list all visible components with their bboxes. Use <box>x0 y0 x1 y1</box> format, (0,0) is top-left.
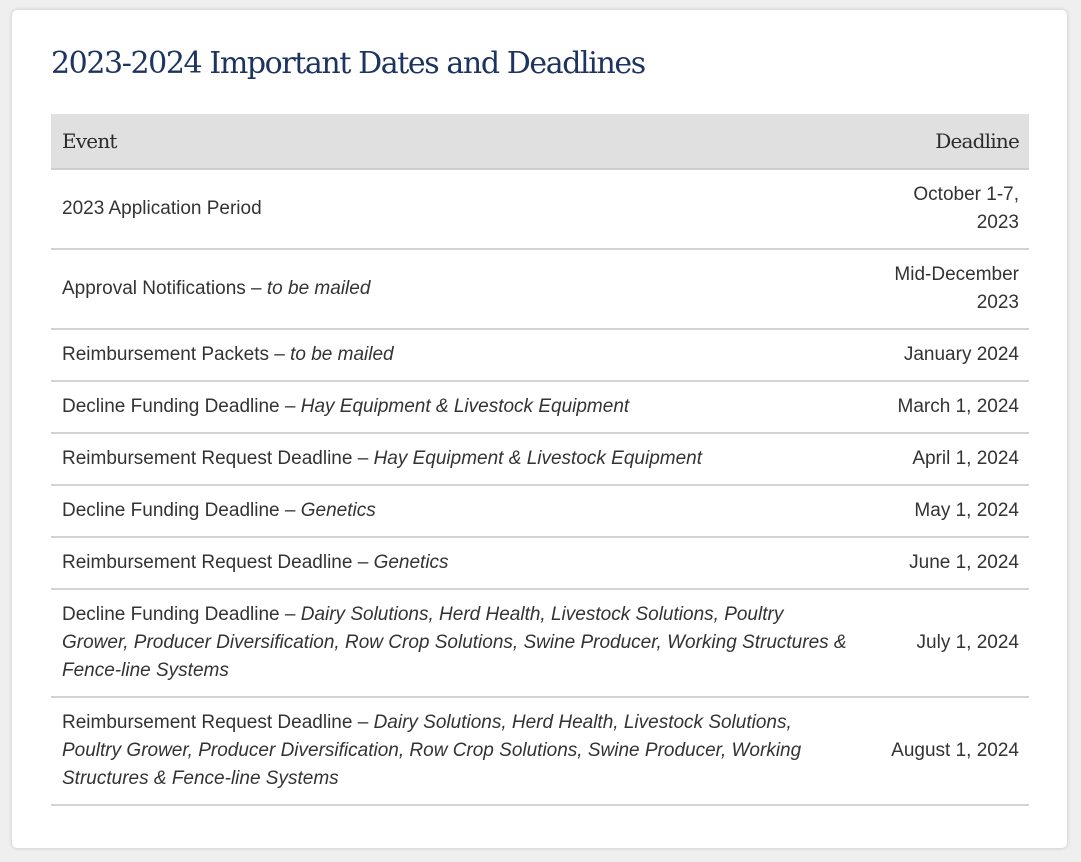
deadline-cell: July 1, 2024 <box>858 589 1029 697</box>
event-separator: – <box>279 500 301 521</box>
deadline-cell: March 1, 2024 <box>858 381 1029 433</box>
deadline-cell: April 1, 2024 <box>858 433 1029 485</box>
event-cell <box>51 537 858 589</box>
deadline-cell: May 1, 2024 <box>858 485 1029 537</box>
event-separator: – <box>245 278 267 299</box>
deadline-cell: October 1-7, 2023 <box>858 169 1029 249</box>
deadline-cell: Mid-December 2023 <box>858 249 1029 329</box>
event-detail: to be mailed <box>290 344 394 365</box>
event-separator: – <box>279 604 301 625</box>
event-cell <box>51 381 858 433</box>
event-name: Reimbursement Request Deadline <box>62 712 353 733</box>
event-cell <box>51 169 858 249</box>
event-detail: Dairy Solutions, Herd Health, Livestock Solutions, Poultry Grower, Producer Diversification, Row Crop Solutions, Swine Producer, Working Structures & Fence-line Systems <box>62 712 802 789</box>
event-name: Reimbursement Request Deadline <box>62 448 353 469</box>
event-name: Reimbursement Request Deadline <box>62 552 353 573</box>
event-name: Decline Funding Deadline <box>62 396 280 417</box>
event-detail: Dairy Solutions, Herd Health, Livestock Solutions, Poultry Grower, Producer Diversification, Row Crop Solutions, Swine Producer, Working Structures & Fence-line Systems <box>62 604 847 681</box>
event-name: 2023 Application Period <box>62 198 262 219</box>
event-cell <box>51 697 858 805</box>
event-cell <box>51 589 858 697</box>
table-row <box>51 589 1029 697</box>
page-title: 2023-2024 Important Dates and Deadlines <box>51 46 645 81</box>
deadline-cell: January 2024 <box>858 329 1029 381</box>
event-detail: Genetics <box>300 500 376 521</box>
event-column-header: Event <box>51 114 858 169</box>
event-separator: – <box>268 344 291 365</box>
table-row <box>51 329 1029 381</box>
table-header-row <box>51 114 1029 169</box>
event-separator: – <box>279 396 301 417</box>
deadline-cell: June 1, 2024 <box>858 537 1029 589</box>
table-row <box>51 697 1029 805</box>
table-row <box>51 433 1029 485</box>
event-cell <box>51 329 858 381</box>
event-name: Reimbursement Packets <box>62 344 269 365</box>
event-name: Decline Funding Deadline <box>62 604 280 625</box>
table-row <box>51 485 1029 537</box>
event-cell <box>51 249 858 329</box>
event-detail: Hay Equipment & Livestock Equipment <box>373 448 703 469</box>
table-row <box>51 381 1029 433</box>
event-name: Approval Notifications <box>62 278 246 299</box>
deadlines-table <box>51 114 1029 806</box>
content-card <box>12 10 1067 848</box>
event-detail: Hay Equipment & Livestock Equipment <box>300 396 630 417</box>
event-cell <box>51 485 858 537</box>
event-detail: Genetics <box>373 552 449 573</box>
event-name: Decline Funding Deadline <box>62 500 280 521</box>
event-separator: – <box>352 712 374 733</box>
table-row <box>51 169 1029 249</box>
event-cell <box>51 433 858 485</box>
deadline-cell: August 1, 2024 <box>858 697 1029 805</box>
table-row <box>51 249 1029 329</box>
event-separator: – <box>352 552 374 573</box>
event-separator: – <box>352 448 374 469</box>
deadline-column-header: Deadline <box>858 114 1029 169</box>
table-row <box>51 537 1029 589</box>
event-detail: to be mailed <box>266 278 371 299</box>
